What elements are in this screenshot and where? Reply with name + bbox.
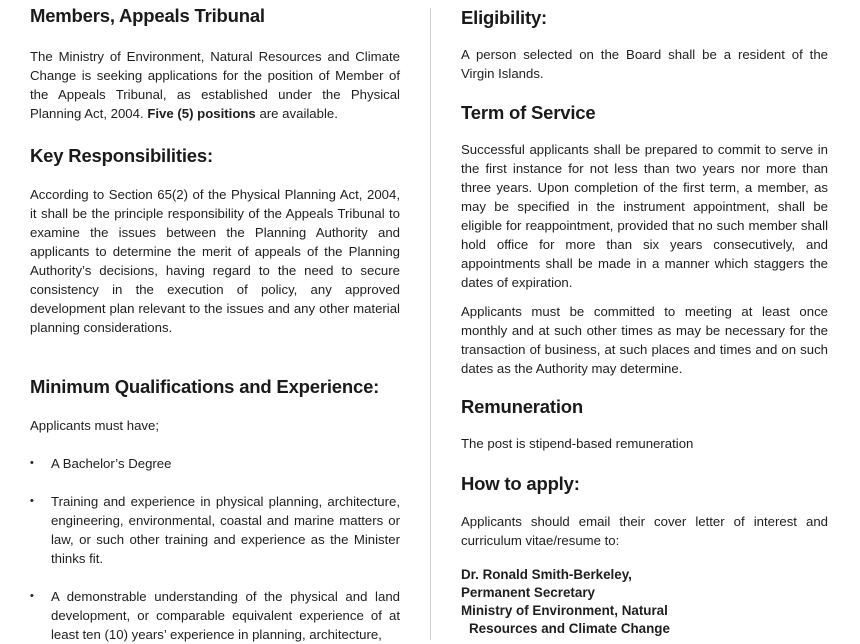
list-item: • Training and experience in physical planning, architecture, engineering, environmental, coastal and marine matters or law, or such other training and experience as the Minister thinks fit. <box>30 492 400 568</box>
contact-ministry-cont: Resources and Climate Change <box>469 621 670 636</box>
term-heading: Term of Service <box>461 102 596 123</box>
position-title: Members, Appeals Tribunal <box>30 5 265 26</box>
positions-count: Five (5) positions <box>147 106 256 121</box>
contact-name: Dr. Ronald Smith-Berkeley, <box>461 567 632 582</box>
apply-paragraph: Applicants should email their cover letter of interest and curriculum vitae/resume to: <box>461 514 828 548</box>
responsibilities-paragraph: According to Section 65(2) of the Physical Planning Act, 2004, it shall be the principle responsibility of the Appeals Tribunal to examine the issues between the Planning Authority and applicants to determine the merit of appeals of the Planning Authority’s decisions, having regard to the need to secure consistency in the execution of policy, any approved development plan relevant to the issues and any other material planning considerations. <box>30 187 400 335</box>
list-item: • A Bachelor’s Degree <box>30 454 400 473</box>
responsibilities-heading: Key Responsibilities: <box>30 145 213 166</box>
intro-paragraph: The Ministry of Environment, Natural Resources and Climate Change is seeking applications for the position of Member of the Appeals Tribunal, as established under the Physical Planning Act, 2004. Five (5) positions are available. <box>30 49 400 121</box>
qualifications-heading: Minimum Qualifications and Experience: <box>30 376 380 397</box>
contact-ministry: Ministry of Environment, Natural <box>461 603 668 618</box>
qualifications-intro: Applicants must have; <box>30 418 160 433</box>
eligibility-heading: Eligibility: <box>461 7 547 28</box>
qualifications-list <box>30 454 400 644</box>
contact-block <box>461 566 828 638</box>
column-divider <box>430 8 431 640</box>
contact-position: Permanent Secretary <box>461 585 595 600</box>
apply-heading: How to apply: <box>461 473 580 494</box>
term-paragraph: Successful applicants shall be prepared to commit to serve in the first instance for not less than two years nor more than three years. Upon completion of the first term, a member, as may be specified in the instrument appointment, shall be eligible for reappointment, provided that no such member shall hold office for more than six years consecutively, and appointments shall be made in a manner which staggers the dates of expiration. <box>461 142 828 290</box>
remuneration-heading: Remuneration <box>461 396 583 417</box>
list-item: • A demonstrable understanding of the physical and land development, or comparable equivalent experience of at least ten (10) years’ experience in planning, architecture, <box>30 587 400 644</box>
eligibility-paragraph: A person selected on the Board shall be a resident of the Virgin Islands. <box>461 47 828 81</box>
remuneration-paragraph: The post is stipend-based remuneration <box>461 436 694 451</box>
meeting-paragraph: Applicants must be committed to meeting at least once monthly and at such other times as may be necessary for the transaction of business, at such places and times and on such dates as the Authority may determine. <box>461 304 828 376</box>
